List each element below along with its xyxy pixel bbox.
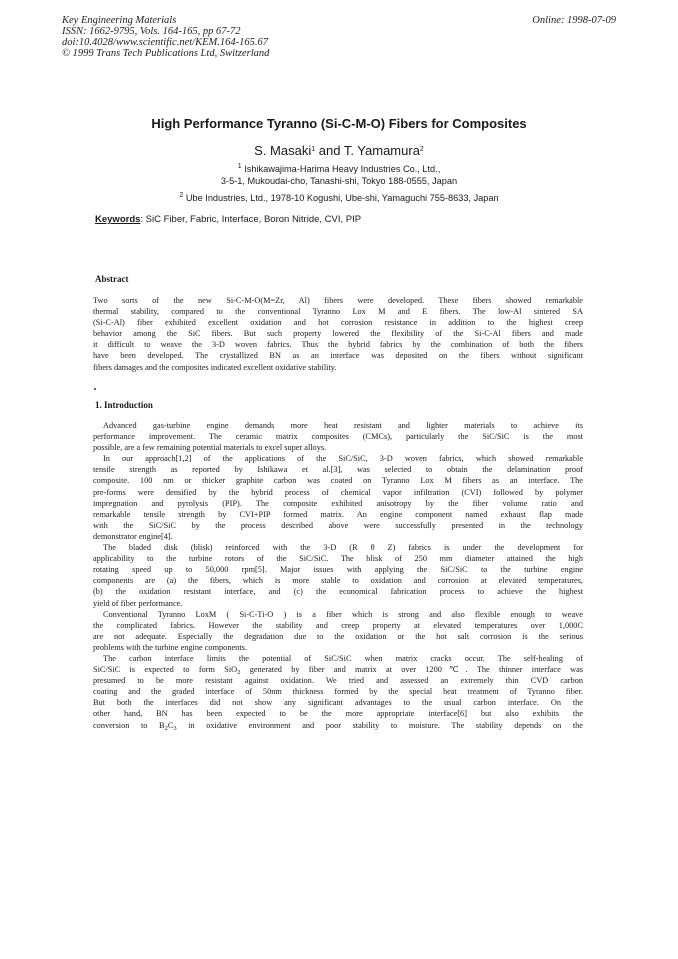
intro-line: pre-forms were densified by the hybrid process of chemical vapor infiltration (CVI) followed by polymer — [93, 487, 583, 497]
intro-line: In our approach[1,2] of the applications of the SiC/SiC, 3-D woven fabrics, which showed remarkable — [103, 454, 583, 464]
sio2-subscript: 2 — [237, 669, 241, 676]
abstract-line: behavior among the SiC fibers. But such property lowered the flexibility of the Si-C-Al fibers and made — [93, 329, 583, 339]
author-1-affiliation-mark: 1 — [311, 146, 316, 153]
introduction-heading: 1. Introduction — [95, 400, 153, 410]
intro-line: the complicated fabrics. However the stability and creep property at elevated temperatures over 1,000C — [93, 620, 583, 630]
affiliation-2-mark: 2 — [179, 192, 184, 199]
intro-line: performance improvement. The ceramic matrix composites (CMCs), particularly the SiC/SiC is the most — [93, 432, 583, 442]
author-2-affiliation-mark: 2 — [419, 146, 424, 153]
intro-line: composite. 100 nm or thicker graphite carbon was coated on Tyranno Lox M fibers as an interface. The — [93, 476, 583, 486]
intro-line-end: in oxidative environment and poor stability to moisture. The stability depends on the — [176, 720, 583, 730]
abstract-line: Two sorts of the new Si-C-M-O(M=Zr, Al) fibers were developed. These fibers showed remarkable — [93, 296, 583, 305]
intro-line: components are (a) the fibers, which is more stable to oxidation and corrosion at elevated temperatures, — [93, 576, 583, 586]
intro-line: remarkable tensile strength by CVI+PIP formed matrix. An engine component named exhaust flap made — [93, 509, 583, 519]
intro-line: The carbon interface limits the potential of SiC/SiC when matrix cracks occur. The self-healing of — [103, 653, 583, 663]
intro-line-start: conversion to B — [93, 720, 165, 730]
affiliation-2-line: Ube Industries, Ltd., 1978-10 Kogushi, Ube-shi, Yamaguchi 755-8633, Japan — [185, 193, 499, 203]
intro-line: problems with the turbine engine components. — [93, 642, 247, 652]
affiliation-1-line-1: Ishikawajima-Harima Heavy Industries Co., Ltd., — [244, 164, 441, 174]
intro-line: presumed to be more resistant against oxidation. We tried and assessed an extremely thin CVD carbon — [93, 676, 583, 686]
scan-speck — [94, 388, 96, 390]
intro-line — [93, 720, 583, 731]
intro-line-start: SiC/SiC is expected to form SiO — [93, 665, 238, 675]
keywords-text: : SiC Fiber, Fabric, Interface, Boron Nitride, CVI, PIP — [140, 214, 362, 225]
intro-line — [93, 664, 583, 675]
intro-line: Conventional Tyranno LoxM ( Si-C-Ti-O ) is a fiber which is strong and also flexible enough to weave — [103, 609, 583, 619]
paper-title: High Performance Tyranno (Si-C-M-O) Fibers for Composites — [151, 116, 527, 131]
author-1: S. Masaki — [254, 143, 312, 158]
copyright-line: © 1999 Trans Tech Publications Ltd, Switzerland — [62, 48, 270, 59]
keywords-label: Keywords — [95, 214, 141, 225]
journal-header — [62, 15, 269, 59]
intro-line: tensile strength as reported by Ishikawa et al.[3], was selected to obtain the delamination proof — [93, 465, 583, 475]
intro-line: are not adequate. Especially the degradation due to the oxidation or the hot salt corrosion is the serious — [93, 631, 583, 641]
intro-line: demonstrator engine[4]. — [93, 531, 173, 541]
online-date: Online: 1998-07-09 — [532, 15, 616, 26]
intro-line: (b) the oxidation resistant interface, and (c) the economical fabrication process to achieve the highest — [93, 587, 583, 597]
intro-line: coating and the graded interface of 50nm thickness formed by the special heat treatment of Tyranno fiber. — [93, 687, 583, 697]
intro-line: Advanced gas-turbine engine demands more heat resistant and lighter materials to achieve its — [103, 421, 583, 430]
intro-line-end: generated by fiber and matrix at over 1200℃. The thinner interface was — [240, 665, 583, 675]
b2c3-carbon: C — [167, 720, 174, 730]
intro-line: rotating speed up to 50,000 rpm[5]. Major issues with applying the SiC/SiC to the turbine engine — [93, 565, 583, 575]
abstract-line: thermal stability, compared to the conventional Tyranno Lox M and E fibers. The low-Al sintered SA — [93, 307, 583, 317]
author-2: and T. Yamamura — [315, 143, 420, 158]
abstract-heading: Abstract — [95, 274, 129, 284]
intro-line: impregnation and pyrolysis (PIP). The composite exhibited anisotropy by the fiber volume ratio and — [93, 498, 583, 508]
issn-line: ISSN: 1662-9795, Vols. 164-165, pp 67-72 — [62, 26, 241, 37]
intro-line: But both the interfaces did not show any significant advantages to the usual carbon interface. On the — [93, 698, 583, 708]
abstract-line: fibers damages and the composites indicated excellent oxidative stability. — [93, 362, 337, 372]
abstract-body — [93, 295, 583, 373]
introduction-body — [93, 420, 583, 731]
intro-line: other hand, BN has been expected to be the more appropriate interface[6] but also exhibits the — [93, 709, 583, 719]
intro-line: The bladed disk (blisk) reinforced with the 3-D (R θ Z) fabrics is under the development for — [103, 543, 583, 553]
affiliation-1 — [0, 163, 678, 187]
doi-line: doi:10.4028/www.scientific.net/KEM.164-165.67 — [62, 37, 268, 48]
b2c3-subscript-c: 3 — [173, 724, 177, 731]
intro-line: possible, are a few remaining potential materials to excel super alloys. — [93, 443, 327, 453]
intro-line: applicability to the turbine rotors of the SiC/SiC. The blisk of 250 mm diameter attained the high — [93, 554, 583, 564]
keywords — [95, 214, 361, 225]
journal-name: Key Engineering Materials — [62, 15, 177, 26]
b2c3-subscript-b: 2 — [164, 724, 168, 731]
intro-line: with the SiC/SiC by the process described above were successfully presented in the technology — [93, 520, 583, 530]
author-line — [0, 143, 678, 158]
abstract-line: (Si-C-Al) fiber exhibited excellent oxidation and hot corrosion resistance in addition to the highest creep — [93, 318, 583, 328]
abstract-line: have been developed. The crystallized BN as an interface was deposited on the fibers without significant — [93, 351, 583, 361]
affiliation-2 — [0, 192, 678, 204]
intro-line: yield of fiber performance. — [93, 598, 183, 608]
affiliation-1-mark: 1 — [237, 163, 242, 170]
affiliation-1-line-2: 3-5-1, Mukoudai-cho, Tanashi-shi, Tokyo 188-0555, Japan — [220, 176, 458, 186]
abstract-line: it difficult to weave the 3-D woven fabrics. Thus the hybrid fabrics by the combination of both the fibers — [93, 340, 583, 350]
